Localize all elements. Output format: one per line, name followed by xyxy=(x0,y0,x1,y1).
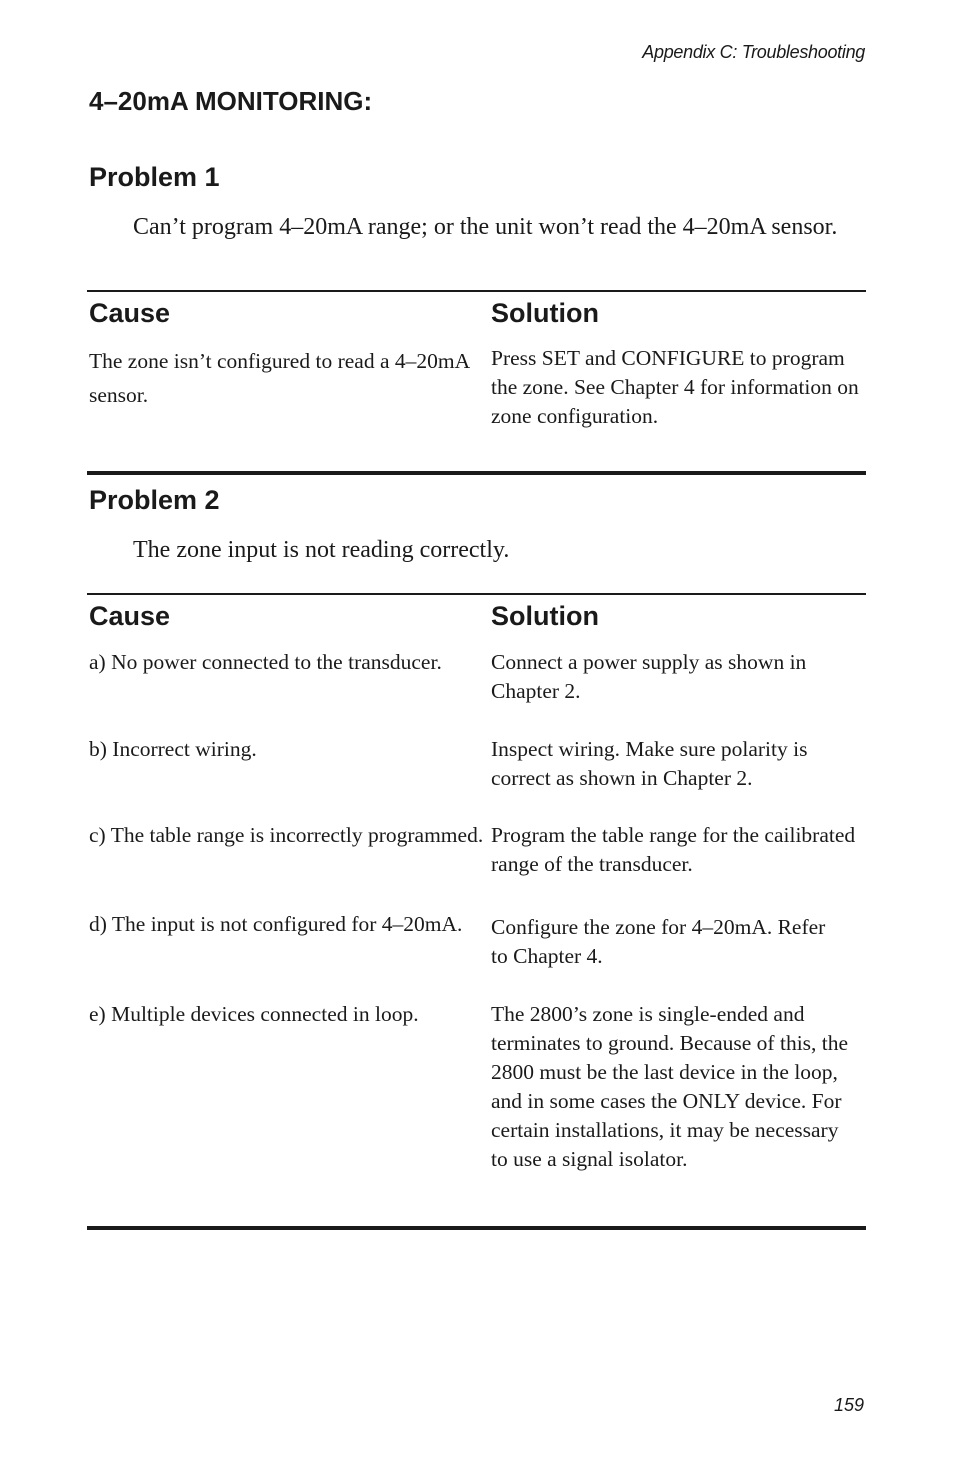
section-title: 4–20mA MONITORING: xyxy=(89,86,373,116)
table-2-solution-heading: Solution xyxy=(491,601,599,631)
problem-2-description: The zone input is not reading correctly. xyxy=(133,537,510,563)
table-1-top-rule xyxy=(87,290,866,292)
table-2-solution-cell-e: The 2800’s zone is single-ended and terminates to ground. Because of this, the 2800 must be the last device in the loop, and in some cases the ONLY device. For certain installations, it may be necessary to use a signal isolator. xyxy=(491,1002,849,1171)
table-2-top-rule xyxy=(87,593,866,595)
table-1-bottom-rule xyxy=(87,471,866,475)
problem-1-description: Can’t program 4–20mA range; or the unit won’t read the 4–20mA sensor. xyxy=(133,214,838,240)
table-1-cause-heading: Cause xyxy=(89,298,171,328)
page-number: 159 xyxy=(833,1395,864,1415)
problem-2-heading: Problem 2 xyxy=(89,485,220,515)
table-2-bottom-rule xyxy=(87,1226,866,1230)
table-2-cause-cell-b: b) Incorrect wiring. xyxy=(89,737,257,761)
table-2-solution-cell-c: Program the table range for the cailibrated range of the transducer. xyxy=(491,823,856,876)
running-header: Appendix C: Troubleshooting xyxy=(642,42,865,62)
table-1-cause-cell: The zone isn’t configured to read a 4–20mA sensor. xyxy=(89,349,469,407)
table-2-cause-cell-d: d) The input is not configured for 4–20mA. xyxy=(89,912,463,936)
table-2-cause-cell-e: e) Multiple devices connected in loop. xyxy=(89,1002,419,1026)
table-2-cause-heading: Cause xyxy=(89,601,171,631)
table-2-cause-cell-c: c) The table range is incorrectly programmed. xyxy=(89,823,484,847)
table-2-solution-cell-a: Connect a power supply as shown in Chapter 2. xyxy=(491,650,807,703)
problem-1-heading: Problem 1 xyxy=(89,162,220,192)
table-2-cause-cell-a: a) No power connected to the transducer. xyxy=(89,650,442,674)
table-1-solution-heading: Solution xyxy=(491,298,599,328)
table-1-solution-cell: Press SET and CONFIGURE to program the zone. See Chapter 4 for information on zone configuration. xyxy=(491,346,859,428)
table-2-solution-cell-b: Inspect wiring. Make sure polarity is correct as shown in Chapter 2. xyxy=(491,737,808,790)
table-2-solution-cell-d: Configure the zone for 4–20mA. Refer to Chapter 4. xyxy=(491,915,826,968)
